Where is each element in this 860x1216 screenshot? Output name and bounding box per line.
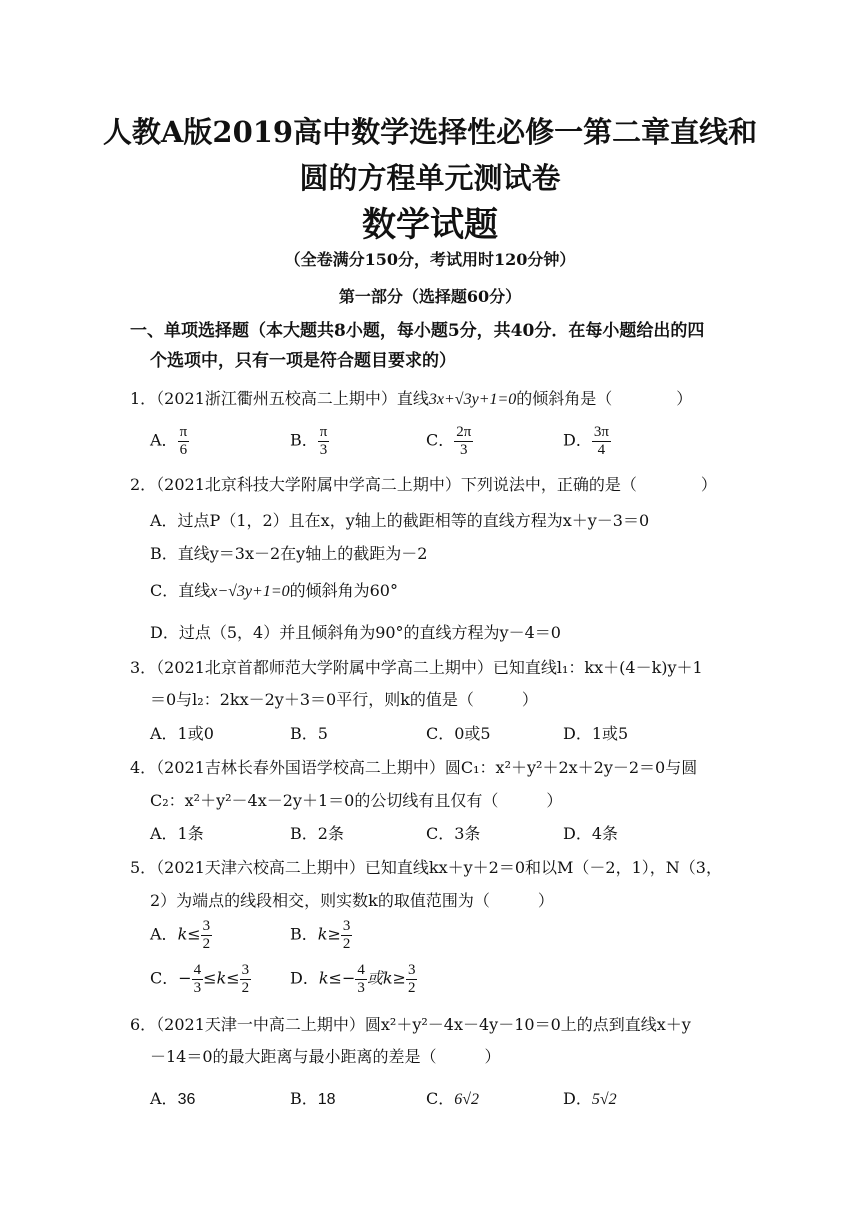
fraction-denominator: 6 xyxy=(179,441,188,458)
fraction-denominator: 3 xyxy=(193,979,202,996)
fraction-numerator: 4 xyxy=(193,962,202,978)
q5-option-sign: − xyxy=(178,968,192,988)
q5-option-label: D． xyxy=(290,968,319,988)
q4-option-a: A．1条 xyxy=(150,824,204,843)
q5-option-fraction xyxy=(192,962,204,996)
doc-title-line-1: 人教A版2019高中数学选择性必修一第二章直线和 xyxy=(102,115,758,149)
fraction-denominator: 3 xyxy=(319,441,328,458)
q1-equation: 3x+√3y+1=0 xyxy=(428,391,517,408)
q3-option-c: C．0或5 xyxy=(426,724,491,743)
fraction-denominator: 2 xyxy=(407,979,416,996)
q4-option-b: B．2条 xyxy=(290,824,344,843)
q5-option-relation: ≤k≤ xyxy=(203,968,240,988)
q5-option-c xyxy=(150,962,251,996)
q1-option-b xyxy=(290,424,329,458)
q5-option-fraction xyxy=(406,962,418,996)
question-4-line-1: 4．（2021吉林长春外国语学校高二上期中）圆C₁：x²＋y²＋2x＋2y－2＝0与圆 xyxy=(130,758,698,777)
q1-option-fraction xyxy=(592,424,611,458)
q4-option-c: C．3条 xyxy=(426,824,481,843)
q2-option-c-equation: x−√3y+1=0 xyxy=(210,583,290,600)
question-5-line-1: 5．（2021天津六校高二上期中）已知直线kx＋y＋2＝0和以M（－2，1），N（3， xyxy=(130,858,722,877)
q5-option-label: C． xyxy=(150,968,179,988)
question-1 xyxy=(130,386,692,409)
q3-option-a: A．1或0 xyxy=(150,724,214,743)
question-4-line-2: C₂：x²＋y²－4x－2y＋1＝0的公切线有且仅有（ ） xyxy=(150,791,563,810)
q1-option-fraction xyxy=(318,424,330,458)
q2-option-c-suffix: 的倾斜角为60° xyxy=(289,581,398,600)
q5-option-label: A． xyxy=(150,924,178,944)
q1-option-a xyxy=(150,424,189,458)
q1-option-label: C． xyxy=(426,430,455,450)
q5-option-fraction xyxy=(201,918,213,952)
fraction-numerator: 3π xyxy=(593,424,609,440)
fraction-numerator: 4 xyxy=(357,962,365,978)
fraction-denominator: 4 xyxy=(597,441,606,458)
q1-suffix: 的倾斜角是（ ） xyxy=(516,389,693,408)
q6-option-d xyxy=(563,1086,617,1109)
fraction-numerator: 3 xyxy=(241,962,250,978)
section-heading-line-2: 个选项中，只有一项是符合题目要求的） xyxy=(150,351,456,371)
q1-option-label: B． xyxy=(290,430,318,450)
question-6-line-1: 6．（2021天津一中高二上期中）圆x²＋y²－4x－4y－10＝0上的点到直线x＋y xyxy=(130,1015,691,1034)
question-6-line-2: －14＝0的最大距离与最小距离的差是（ ） xyxy=(150,1047,501,1066)
doc-title-line-2: 圆的方程单元测试卷 xyxy=(299,161,561,195)
q1-option-d xyxy=(563,424,611,458)
q1-option-label: D． xyxy=(563,430,592,450)
q6-option-value: 5√2 xyxy=(591,1091,617,1108)
fraction-denominator: 2 xyxy=(342,935,351,952)
q6-option-c xyxy=(426,1086,479,1109)
q2-option-c-prefix: C．直线 xyxy=(150,581,211,600)
question-3-line-2: ＝0与l₂：2kx－2y＋3＝0平行，则k的值是（ ） xyxy=(150,690,538,709)
q2-option-b: B．直线y＝3x－2在y轴上的截距为－2 xyxy=(150,544,428,563)
fraction-numerator: 3 xyxy=(407,962,416,978)
q1-option-fraction xyxy=(454,424,473,458)
q5-option-fraction xyxy=(355,962,367,996)
section-heading-line-1: 一、单项选择题（本大题共8小题，每小题5分，共40分．在每小题给出的四 xyxy=(130,321,705,341)
q5-option-fraction xyxy=(341,918,353,952)
q6-option-label: A． xyxy=(150,1089,178,1108)
q6-option-value: 6√2 xyxy=(454,1091,480,1108)
q5-option-relation: k≥ xyxy=(317,924,341,944)
q5-option-relation: 或k≥ xyxy=(366,968,406,988)
fraction-denominator: 3 xyxy=(460,441,468,458)
q6-option-value: 36 xyxy=(177,1091,196,1108)
fraction-denominator: 3 xyxy=(357,979,365,996)
q5-option-d xyxy=(290,962,417,996)
fraction-numerator: π xyxy=(179,424,188,440)
main-title: 数学试题 xyxy=(362,205,498,245)
exam-info: （全卷满分150分，考试用时120分钟） xyxy=(284,250,576,269)
q6-option-a xyxy=(150,1086,195,1109)
q2-option-d: D．过点（5，4）并且倾斜角为90°的直线方程为y－4＝0 xyxy=(150,623,561,642)
q5-option-relation: k≤ xyxy=(177,924,201,944)
fraction-numerator: 3 xyxy=(342,918,351,934)
q5-option-a xyxy=(150,918,212,952)
q5-option-relation: k≤− xyxy=(318,968,356,988)
fraction-numerator: 3 xyxy=(202,918,211,934)
q1-option-label: A． xyxy=(150,430,178,450)
q4-option-d: D．4条 xyxy=(563,824,619,843)
q6-option-label: D． xyxy=(563,1089,592,1108)
q3-option-b: B．5 xyxy=(290,724,328,743)
q5-option-label: B． xyxy=(290,924,318,944)
question-5-line-2: 2）为端点的线段相交，则实数k的取值范围为（ ） xyxy=(150,891,554,910)
q1-option-fraction xyxy=(178,424,190,458)
q5-option-b xyxy=(290,918,352,952)
fraction-denominator: 2 xyxy=(241,979,250,996)
question-3-line-1: 3．（2021北京首都师范大学附属中学高二上期中）已知直线l₁：kx＋(4－k)y＋1 xyxy=(130,658,703,677)
q6-option-value: 18 xyxy=(317,1091,336,1108)
q5-option-fraction xyxy=(240,962,252,996)
q6-option-b xyxy=(290,1086,336,1109)
q6-option-label: B． xyxy=(290,1089,318,1108)
q2-option-c xyxy=(150,578,398,601)
q1-prefix: 1．（2021浙江衢州五校高二上期中）直线 xyxy=(130,389,429,408)
fraction-denominator: 2 xyxy=(202,935,211,952)
question-2: 2．（2021北京科技大学附属中学高二上期中）下列说法中，正确的是（ ） xyxy=(130,475,717,494)
q1-option-c xyxy=(426,424,473,458)
fraction-numerator: 2π xyxy=(456,424,472,440)
q2-option-a: A．过点P（1，2）且在x，y轴上的截距相等的直线方程为x＋y－3＝0 xyxy=(150,511,650,530)
part-label: 第一部分（选择题60分） xyxy=(338,287,522,306)
q3-option-d: D．1或5 xyxy=(563,724,629,743)
fraction-numerator: π xyxy=(319,424,328,440)
q6-option-label: C． xyxy=(426,1089,455,1108)
